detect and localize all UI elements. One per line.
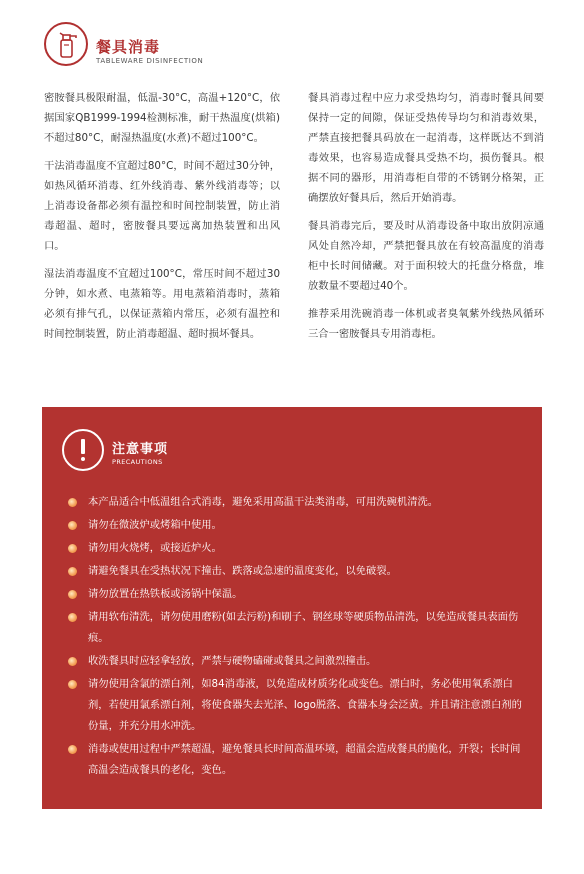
precautions-panel [42, 407, 542, 809]
list-item-text: 收洗餐具时应轻拿轻放，严禁与硬物磕碰或餐具之间激烈撞击。 [88, 655, 377, 667]
list-item-text: 请勿用火烧烤，或接近炉火。 [88, 542, 222, 554]
list-item-text: 请避免餐具在受热状况下撞击、跌落或急速的温度变化，以免破裂。 [88, 565, 397, 577]
paragraph: 餐具消毒过程中应力求受热均匀，消毒时餐具间要保持一定的间隙，保证受热传导均匀和消毒效果，严禁直接把餐具码放在一起消毒，这样既达不到消毒效果，也容易造成餐具受热不均，损伤餐具。根据不同的器形，用消毒柜自带的不锈钢分格架，正确摆放好餐具后，然后开始消毒。 [308, 92, 544, 204]
page-title: 餐具消毒 [96, 38, 161, 56]
exclamation-icon [62, 429, 104, 471]
bullet-dot-icon [68, 613, 77, 622]
bullet-dot-icon [68, 521, 77, 530]
list-item-text: 请勿使用含氯的漂白剂，如84消毒液，以免造成材质劣化或变色。漂白时，务必使用氧系漂白剂，若使用氯系漂白剂，将使食器失去光泽、logo脱落、食器本身会泛黄。并且请注意漂白剂的份量，并充分用水冲洗。 [88, 678, 522, 732]
list-item-text: 请勿放置在热铁板或汤锅中保温。 [88, 588, 243, 600]
precautions-list [68, 492, 530, 783]
precautions-subtitle: PRECAUTIONS [112, 458, 163, 466]
paragraph: 推荐采用洗碗消毒一体机或者臭氧紫外线热风循环三合一密胺餐具专用消毒柜。 [308, 308, 544, 340]
bullet-dot-icon [68, 680, 77, 689]
bullet-dot-icon [68, 567, 77, 576]
paragraph: 干法消毒温度不宜超过80°C，时间不超过30分钟，如热风循环消毒、红外线消毒、紫外线消毒等；以上消毒设备都必须有温控和时间控制装置，防止消毒超温、超时，密胺餐具要远离加热装置和出风口。 [44, 160, 280, 252]
paragraph: 湿法消毒温度不宜超过100°C，常压时间不超过30分钟，如水煮、电蒸箱等。用电蒸箱消毒时，蒸箱必须有排气孔，以保证蒸箱内常压，必须有温控和时间控制装置，防止消毒超温、超时损坏餐具。 [44, 268, 280, 340]
page-subtitle: TABLEWARE DISINFECTION [96, 57, 204, 65]
paragraph: 密胺餐具极限耐温，低温-30°C，高温+120°C，依据国家QB1999-1994检测标准，耐干热温度(烘箱)不超过80°C，耐湿热温度(水煮)不超过100°C。 [44, 92, 280, 144]
list-item [68, 739, 530, 781]
list-item-text: 请勿在微波炉或烤箱中使用。 [88, 519, 222, 531]
list-item [68, 538, 530, 559]
bullet-dot-icon [68, 544, 77, 553]
spray-bottle-icon [44, 22, 88, 66]
bullet-dot-icon [68, 590, 77, 599]
paragraph: 餐具消毒完后，要及时从消毒设备中取出放阴凉通风处自然冷却，严禁把餐具放在有较高温度的消毒柜中长时间储藏。对于面积较大的托盘分格盘，堆放数量不要超过40个。 [308, 220, 544, 292]
list-item [68, 651, 530, 672]
bullet-dot-icon [68, 498, 77, 507]
bullet-dot-icon [68, 657, 77, 666]
left-column [44, 88, 280, 352]
list-item [68, 561, 530, 582]
list-item [68, 584, 530, 605]
list-item-text: 本产品适合中低温组合式消毒，避免采用高温干法类消毒，可用洗碗机清洗。 [88, 496, 439, 508]
list-item-text: 请用软布清洗，请勿使用磨粉(如去污粉)和刷子、钢丝球等硬质物品清洗，以免造成餐具表面伤痕。 [88, 611, 519, 644]
list-item [68, 515, 530, 536]
list-item [68, 607, 530, 649]
right-column [308, 88, 544, 352]
list-item-text: 消毒或使用过程中严禁超温，避免餐具长时间高温环境，超温会造成餐具的脆化，开裂；长时间高温会造成餐具的老化，变色。 [88, 743, 521, 776]
precautions-title: 注意事项 [112, 442, 169, 457]
list-item [68, 674, 530, 737]
list-item [68, 492, 530, 513]
section-header [44, 22, 344, 82]
bullet-dot-icon [68, 745, 77, 754]
